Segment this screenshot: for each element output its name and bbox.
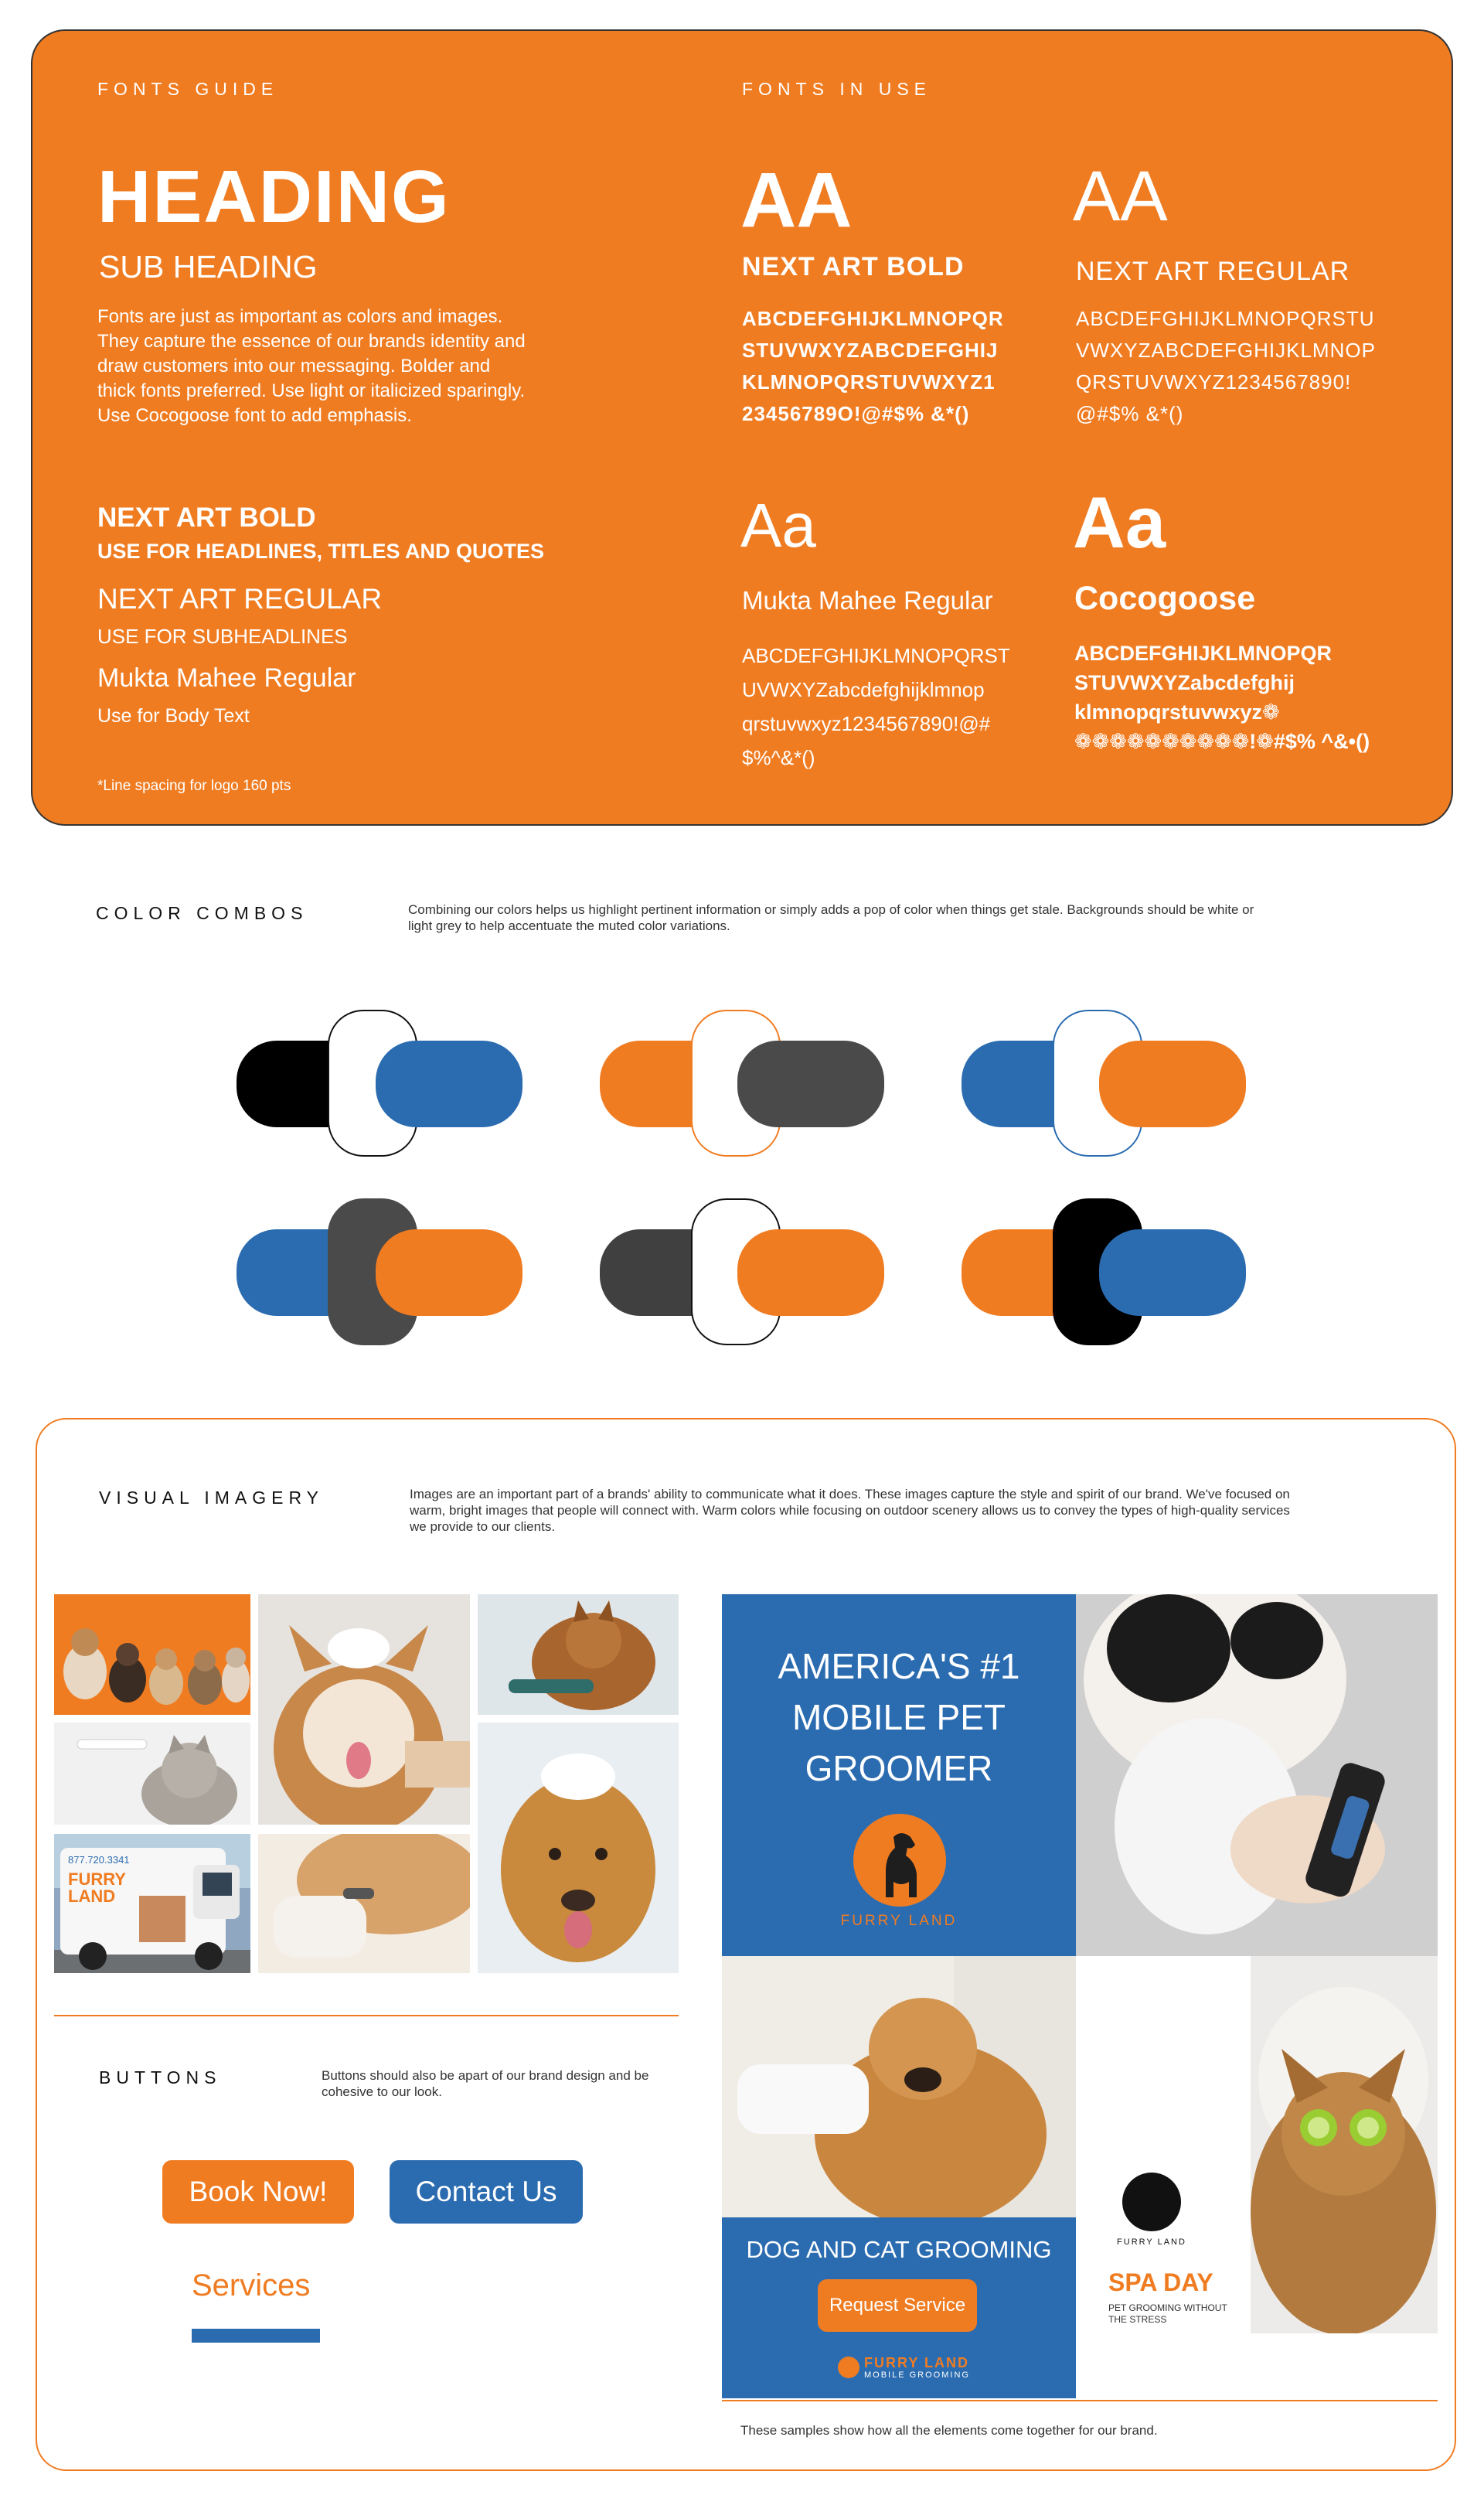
- samples-caption: These samples show how all the elements come together for our brand.: [740, 2423, 1158, 2438]
- heading-sample: HEADING: [97, 155, 451, 238]
- spa-day-title: SPA DAY: [1108, 2268, 1213, 2296]
- poster-headline: AMERICA'S #1 MOBILE PET GROOMER: [778, 1646, 1020, 1788]
- name-next-art-bold: NEXT ART BOLD: [742, 252, 965, 281]
- buttons-divider: [54, 2015, 679, 2016]
- photo-cat-brush: [54, 1723, 250, 1825]
- samples-divider: [722, 2400, 1438, 2401]
- combo-2-grey-pill: [737, 1041, 884, 1127]
- photo-cat-groom: [478, 1594, 679, 1715]
- combo-4-orange-pill: [376, 1229, 522, 1316]
- spa-logo-dog-icon: [1122, 2173, 1181, 2231]
- van-phone: 877.720.3341: [68, 1854, 130, 1866]
- glyph-next-art-regular: AA: [1073, 157, 1168, 236]
- usage-bold-use: USE FOR HEADLINES, TITLES AND QUOTES: [97, 540, 545, 563]
- color-combos-title: COLOR COMBOS: [96, 903, 308, 923]
- spa-logo-text: FURRY LAND: [1117, 2237, 1186, 2247]
- footer-logo-sub: MOBILE GROOMING: [864, 2370, 970, 2380]
- spa-day-subtitle: PET GROOMING WITHOUT THE STRESS: [1108, 2302, 1227, 2325]
- usage-mukta-use: Use for Body Text: [97, 705, 250, 727]
- sample-golden-retriever-photo: [722, 1956, 1076, 2217]
- sample-spa-cat-photo: [1251, 1956, 1438, 2333]
- dog-silhouette-icon: [853, 1814, 946, 1907]
- photo-furry-land-van: [54, 1834, 250, 1973]
- dog-cat-grooming-title: DOG AND CAT GROOMING: [746, 2236, 1052, 2263]
- services-link[interactable]: Services: [192, 2268, 311, 2302]
- fonts-guide-title: FONTS GUIDE: [97, 79, 279, 99]
- line-spacing-footnote: *Line spacing for logo 160 pts: [97, 778, 291, 794]
- contact-us-button[interactable]: Contact Us: [390, 2160, 583, 2224]
- poster-logo-text: FURRY LAND: [840, 1913, 958, 1929]
- name-cocogoose: Cocogoose: [1074, 580, 1256, 617]
- photo-golden-bath: [478, 1723, 679, 1973]
- van-logo-text: FURRY LAND: [68, 1869, 126, 1906]
- sample-mobile-groomer-poster: [722, 1594, 1076, 1956]
- sample-dog-nail-clip-photo: [1076, 1594, 1438, 1956]
- chars-cocogoose: ABCDEFGHIJKLMNOPQR STUVWXYZabcdefghij klmnopqrstuvwxyz❁ ❁❁❁❁❁❁❁❁❁❁!❁#$% ^&•(): [1074, 642, 1370, 753]
- color-combos-description: Combining our colors helps us highlight pertinent information or simply adds a pop of color when things get stale. Backgrounds should be white or light grey to help accentuate the muted color variations.: [408, 902, 1254, 933]
- footer-logo-dog-icon: [838, 2357, 859, 2378]
- chars-mukta-mahee: ABCDEFGHIJKLMNOPQRST UVWXYZabcdefghijklmnop qrstuvwxyz1234567890!@# $%^&*(): [742, 644, 1010, 769]
- furry-land-logo-circle: [853, 1814, 946, 1907]
- photo-corgi-bath: [258, 1594, 470, 1825]
- usage-regular-use: USE FOR SUBHEADLINES: [97, 625, 348, 648]
- buttons-description: Buttons should also be apart of our brand design and be cohesive to our look.: [322, 2068, 649, 2099]
- buttons-title: BUTTONS: [99, 2067, 222, 2088]
- sub-heading-sample: SUB HEADING: [99, 249, 318, 285]
- book-now-button[interactable]: Book Now!: [162, 2160, 354, 2224]
- fonts-guide-panel: [31, 29, 1453, 826]
- sample-dog-cat-grooming: [722, 2217, 1076, 2398]
- chars-next-art-regular: ABCDEFGHIJKLMNOPQRSTU VWXYZABCDEFGHIJKLMNOP QRSTUVWXYZ1234567890! @#$% &*(): [1076, 307, 1376, 425]
- usage-regular-name: NEXT ART REGULAR: [97, 583, 383, 615]
- photo-nail-trim: [258, 1834, 470, 1973]
- name-mukta-mahee: Mukta Mahee Regular: [742, 586, 993, 615]
- request-service-button[interactable]: Request Service: [818, 2279, 977, 2332]
- combo-6-blue-pill: [1099, 1229, 1246, 1316]
- usage-mukta-name: Mukta Mahee Regular: [97, 663, 356, 693]
- footer-logo-main: FURRY LAND: [864, 2355, 969, 2370]
- combo-3-orange-pill: [1099, 1041, 1246, 1127]
- sample-spa-day-card: [1076, 1956, 1252, 2398]
- glyph-mukta-mahee: Aa: [740, 491, 816, 560]
- color-combo-grid: [0, 997, 1484, 1368]
- usage-bold-name: NEXT ART BOLD: [97, 503, 316, 533]
- chars-next-art-bold: ABCDEFGHIJKLMNOPQR STUVWXYZABCDEFGHIJ KLMNOPQRSTUVWXYZ1 23456789O!@#$% &*(): [742, 307, 1004, 425]
- services-underline: [192, 2329, 320, 2343]
- glyph-next-art-bold: AA: [740, 157, 853, 244]
- visual-imagery-description: Images are an important part of a brands' ability to communicate what it does. These images capture the style and spirit of our brand. We've focused on warm, bright images that people will connect with. Warm colors while focusing on outdoor scenery allows us to convey the types of high-quality services we provide to our clients.: [410, 1487, 1290, 1534]
- fonts-in-use-title: FONTS IN USE: [742, 79, 932, 99]
- glyph-cocogoose: Aa: [1073, 482, 1166, 563]
- photo-pets-lineup: [54, 1594, 250, 1715]
- visual-imagery-title: VISUAL IMAGERY: [99, 1488, 325, 1508]
- combo-5-orange-pill: [737, 1229, 884, 1316]
- combo-1-blue-pill: [376, 1041, 522, 1127]
- name-next-art-regular: NEXT ART REGULAR: [1076, 257, 1350, 286]
- fonts-description: Fonts are just as important as colors and images. They capture the essence of our brands identity and draw customers into our messaging. Bolder and thick fonts preferred. Use light or italicized sparingly. Use Cocogoose font to add emphasis.: [97, 306, 526, 426]
